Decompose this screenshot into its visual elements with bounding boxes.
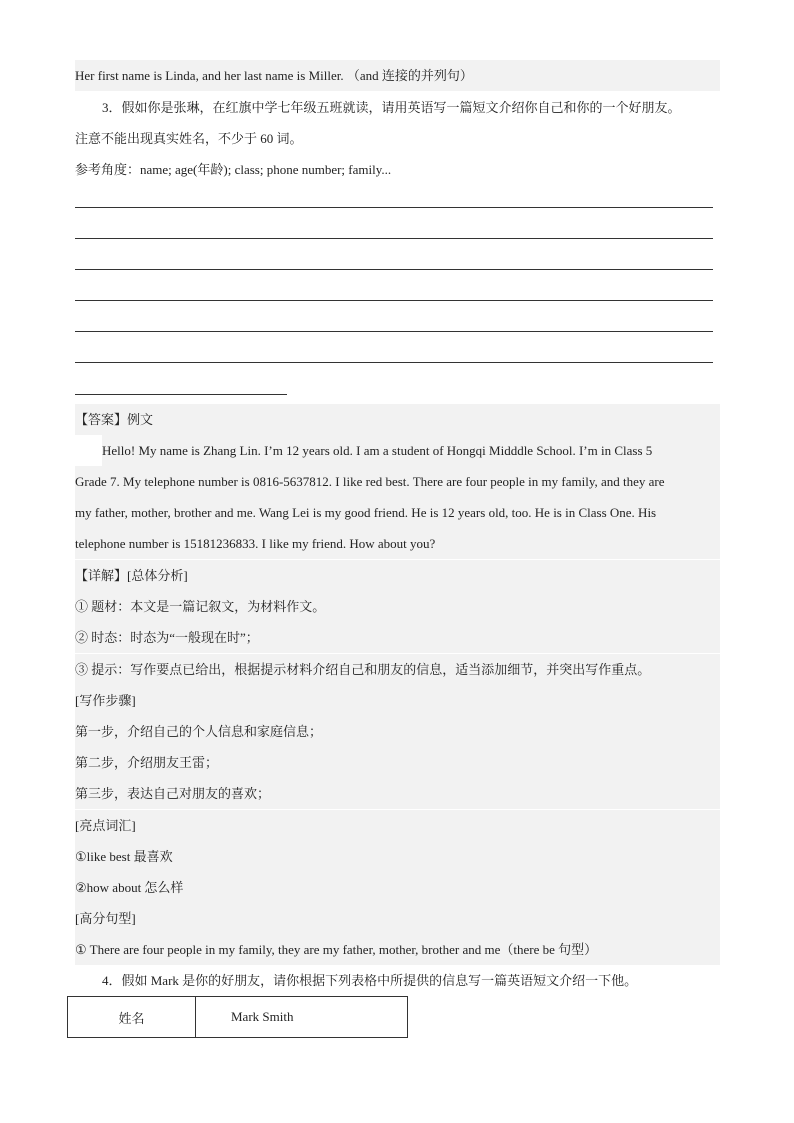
info-table [67,996,408,1038]
sentence-heading: [高分句型] [75,903,720,934]
writing-line [75,207,713,208]
detail-heading: 【详解】[总体分析] [75,560,720,591]
question-4-prompt: 4．假如 Mark 是你的好朋友，请你根据下列表格中所提供的信息写一篇英语短文介绍一下他。 [102,973,638,988]
sentence-item: ① There are four people in my family, they are my father, mother, brother and me（there be 句型） [75,934,720,965]
essay-line: Hello! My name is Zhang Lin. I’m 12 years old. I am a student of Hongqi Midddle School. I’m in Class 5 [102,435,720,466]
vocab-item: ②how about 怎么样 [75,872,720,903]
writing-line [75,362,713,363]
step-item: 第三步，表达自己对朋友的喜欢； [75,778,720,809]
text-line: Her first name is Linda, and her last name is Miller. （and 连接的并列句） [75,60,720,91]
writing-line [75,331,713,332]
essay-line: telephone number is 15181236833. I like my friend. How about you? [75,528,720,559]
writing-line [75,394,287,395]
essay-line: my father, mother, brother and me. Wang Lei is my good friend. He is 12 years old, too. He is in Class One. His [75,497,720,528]
answer-heading: 【答案】例文 [75,404,720,435]
question-3-prompt: 3．假如你是张琳，在红旗中学七年级五班就读，请用英语写一篇短文介绍你自己和你的一个好朋友。 [102,100,681,115]
writing-line [75,238,713,239]
writing-line [75,300,713,301]
essay-line: Grade 7. My telephone number is 0816-5637812. I like red best. There are four people in my family, and they are [75,466,720,497]
table-label-cell: 姓名 [68,997,196,1038]
detail-item: ② 时态：时态为“一般现在时”； [75,622,720,653]
step-item: 第二步，介绍朋友王雷； [75,747,720,778]
steps-heading: [写作步骤] [75,685,720,716]
detail-item: ① 题材：本文是一篇记叙文，为材料作文。 [75,591,720,622]
vocab-heading: [亮点词汇] [75,810,720,841]
table-value-cell: Mark Smith [196,997,408,1038]
question-3-requirement: 注意不能出现真实姓名，不少于 60 词。 [75,131,303,146]
step-item: 第一步，介绍自己的个人信息和家庭信息； [75,716,720,747]
question-3-reference: 参考角度：name; age(年龄); class; phone number; family... [75,162,392,177]
detail-item: ③ 提示：写作要点已给出，根据提示材料介绍自己和朋友的信息，适当添加细节，并突出写作重点。 [75,654,720,685]
writing-line [75,269,713,270]
table-row [68,997,408,1038]
vocab-item: ①like best 最喜欢 [75,841,720,872]
